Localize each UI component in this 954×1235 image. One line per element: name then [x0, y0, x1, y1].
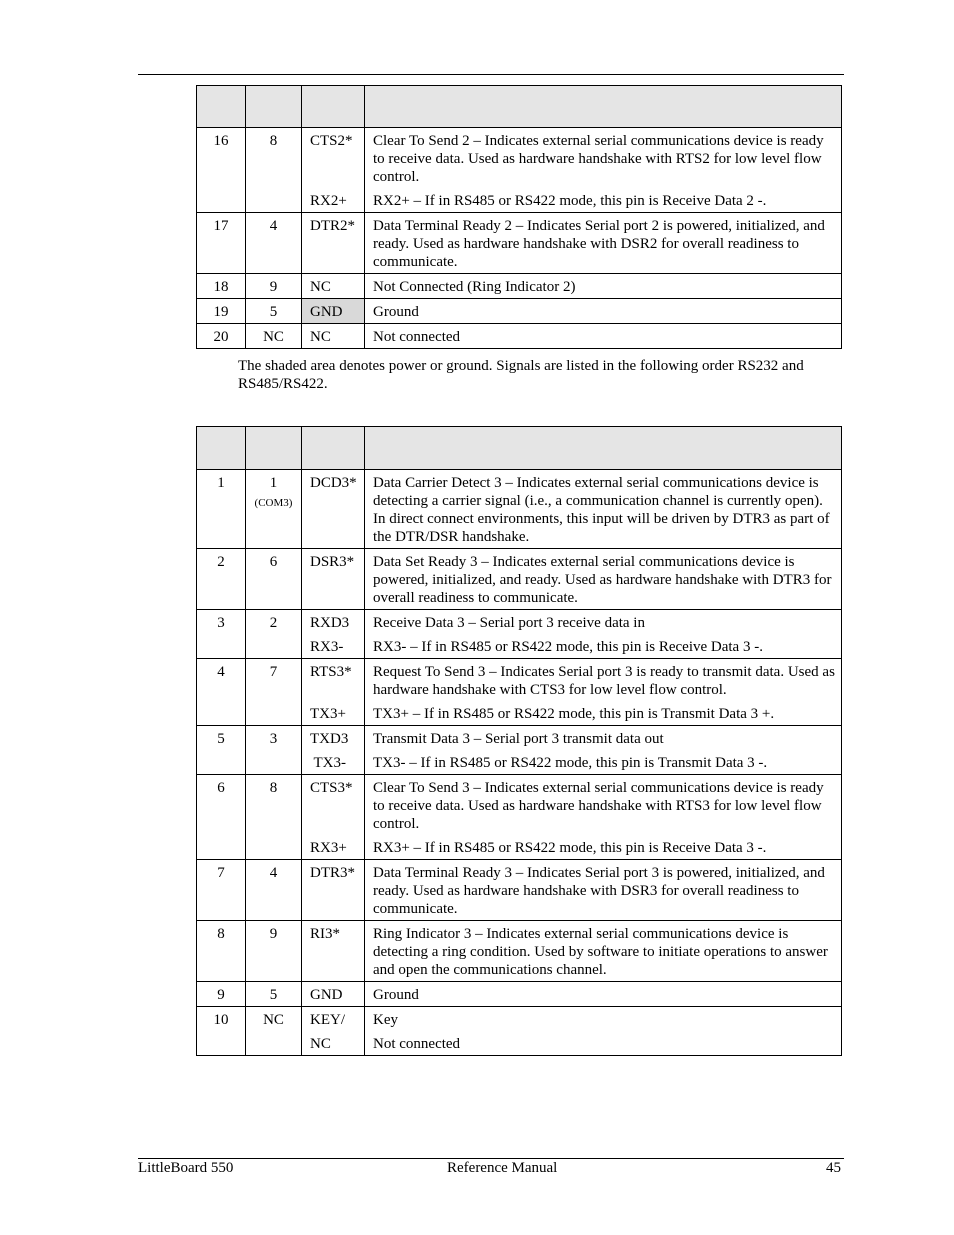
table-header-row [197, 86, 842, 128]
signal-description: Not Connected (Ring Indicator 2) [373, 279, 576, 295]
signal-name: RTS3* [310, 664, 352, 680]
header-description [365, 86, 842, 128]
pin-number: 10 [213, 1012, 229, 1028]
signal-name: TXD3 [310, 731, 349, 747]
signal-name: RXD3 [310, 615, 350, 631]
db9-pin: 7 [269, 664, 278, 680]
table-row [197, 549, 842, 610]
signal-name-alt: TX3- [310, 755, 346, 771]
db9-pin: 4 [269, 865, 278, 881]
com-port-tag: (COM3) [254, 497, 293, 509]
signal-description: Clear To Send 2 – Indicates external serial communications device is ready to receive data. Used as hardware handshake with RTS2 for low level flow control. [373, 133, 824, 185]
header-signal [302, 427, 365, 470]
table-row [197, 775, 842, 860]
serial-port-2-pin-table [196, 85, 842, 349]
table-row [197, 213, 842, 274]
header-description [365, 427, 842, 470]
signal-description: Key [373, 1012, 398, 1028]
header-pin [197, 86, 246, 128]
pin-number: 4 [217, 664, 225, 680]
db9-pin: NC [263, 329, 284, 345]
pin-number: 8 [217, 926, 225, 942]
table-row [197, 921, 842, 982]
signal-name-alt: RX3+ [310, 840, 347, 856]
signal-description: Request To Send 3 – Indicates Serial port 3 is ready to transmit data. Used as hardware handshake with CTS3 for low level flow control. [373, 664, 835, 698]
table-row [197, 659, 842, 726]
db9-pin: 3 [269, 731, 278, 747]
table-row [197, 470, 842, 549]
pin-number: 18 [213, 279, 229, 295]
table-row [197, 1007, 842, 1056]
page-number: 45 [826, 1160, 841, 1176]
signal-description: Receive Data 3 – Serial port 3 receive data in [373, 615, 645, 631]
signal-description: Ring Indicator 3 – Indicates external serial communications device is detecting a ring condition. Used by software to initiate operations to answer and open the communications channel. [373, 926, 828, 978]
db9-pin: 9 [269, 279, 278, 295]
table-row [197, 860, 842, 921]
shading-note: The shaded area denotes power or ground. Signals are listed in the following order RS232 and RS485/RS422. [238, 358, 804, 392]
signal-description: Ground [373, 304, 419, 320]
table-row [197, 274, 842, 299]
signal-description-alt: RX3- – If in RS485 or RS422 mode, this pin is Receive Data 3 -. [373, 639, 763, 655]
db9-pin: 8 [269, 780, 278, 796]
table-header-row [197, 427, 842, 470]
header-db9 [246, 427, 302, 470]
table-row [197, 982, 842, 1007]
header-signal [302, 86, 365, 128]
header-rule [138, 74, 844, 75]
signal-description-alt: TX3- – If in RS485 or RS422 mode, this pin is Transmit Data 3 -. [373, 755, 768, 771]
signal-description: Not connected [373, 329, 461, 345]
signal-description: Data Terminal Ready 3 – Indicates Serial port 3 is powered, initialized, and ready. Used as hardware handshake with DSR3 for overall readiness to communicate. [373, 865, 825, 917]
signal-description-alt: RX2+ – If in RS485 or RS422 mode, this pin is Receive Data 2 -. [373, 193, 767, 209]
signal-name: RI3* [310, 926, 340, 942]
signal-name-ground: GND [310, 304, 343, 320]
pin-number: 16 [213, 133, 229, 149]
signal-description: Ground [373, 987, 419, 1003]
table-row [197, 610, 842, 659]
pin-number: 6 [217, 780, 225, 796]
signal-description-alt: RX3+ – If in RS485 or RS422 mode, this pin is Receive Data 3 -. [373, 840, 767, 856]
db9-pin: 5 [269, 987, 278, 1003]
header-pin [197, 427, 246, 470]
signal-name-alt: RX2+ [310, 193, 347, 209]
header-db9 [246, 86, 302, 128]
signal-name-alt: TX3+ [310, 706, 346, 722]
footer-rule [138, 1158, 844, 1159]
pin-number: 9 [217, 987, 225, 1003]
signal-description: Clear To Send 3 – Indicates external serial communications device is ready to receive data. Used as hardware handshake with RTS3 for low level flow control. [373, 780, 824, 832]
pin-number: 19 [213, 304, 229, 320]
signal-name-alt: RX3- [310, 639, 344, 655]
pin-number: 17 [213, 218, 229, 234]
db9-pin: NC [263, 1012, 284, 1028]
signal-name-alt: NC [310, 1036, 331, 1052]
db9-pin: 1 [269, 475, 278, 491]
signal-name: NC [310, 279, 331, 295]
serial-port-3-pin-table [196, 426, 842, 1056]
db9-pin: 2 [269, 615, 278, 631]
db9-pin: 8 [269, 133, 278, 149]
table-row [197, 299, 842, 324]
signal-description: Transmit Data 3 – Serial port 3 transmit data out [373, 731, 664, 747]
signal-name: DSR3* [310, 554, 355, 570]
db9-pin: 4 [269, 218, 278, 234]
signal-name: DCD3* [310, 475, 357, 491]
table-row [197, 726, 842, 775]
table-row [197, 128, 842, 213]
footer-product-name: LittleBoard 550 [138, 1160, 234, 1176]
pin-number: 7 [217, 865, 225, 881]
footer-document-title: Reference Manual [447, 1160, 558, 1176]
signal-description: Data Set Ready 3 – Indicates external serial communications device is powered, initialized, and ready. Used as hardware handshake with DTR3 for overall readiness to communicate. [373, 554, 832, 606]
signal-description: Data Terminal Ready 2 – Indicates Serial port 2 is powered, initialized, and ready. Used as hardware handshake with DSR2 for overall readiness to communicate. [373, 218, 825, 270]
pin-number: 3 [217, 615, 225, 631]
signal-name: CTS2* [310, 133, 353, 149]
db9-pin: 6 [269, 554, 278, 570]
pin-number: 1 [217, 475, 225, 491]
signal-name: DTR2* [310, 218, 355, 234]
signal-description: Data Carrier Detect 3 – Indicates external serial communications device is detecting a carrier signal (i.e., a communication channel is currently open). In direct connect environments, this input will be driven by DTR3 as part of the DTR/DSR handshake. [373, 475, 830, 545]
signal-name: NC [310, 329, 331, 345]
signal-description-alt: TX3+ – If in RS485 or RS422 mode, this pin is Transmit Data 3 +. [373, 706, 775, 722]
table-row [197, 324, 842, 349]
signal-name: CTS3* [310, 780, 353, 796]
pin-number: 5 [217, 731, 225, 747]
db9-pin: 5 [269, 304, 278, 320]
pin-number: 2 [217, 554, 225, 570]
db9-pin: 9 [269, 926, 278, 942]
signal-description-alt: Not connected [373, 1036, 461, 1052]
pin-number: 20 [213, 329, 229, 345]
signal-name: KEY/ [310, 1012, 345, 1028]
signal-name: DTR3* [310, 865, 355, 881]
signal-name: GND [310, 987, 343, 1003]
